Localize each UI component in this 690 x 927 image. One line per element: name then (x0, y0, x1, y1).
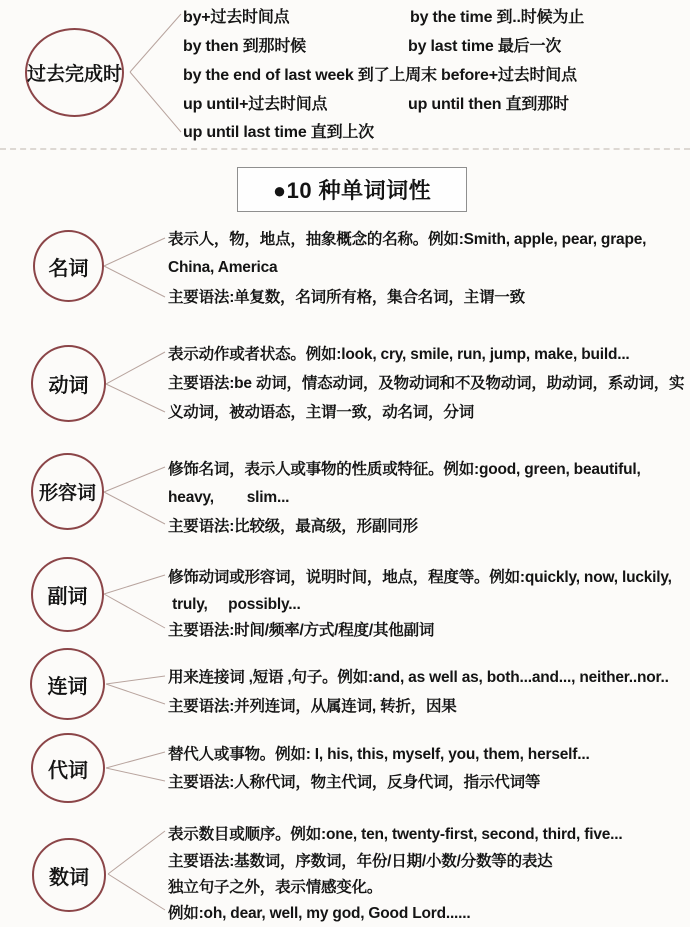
past-perfect-circle (25, 28, 124, 117)
verb-line1: 表示动作或者状态。例如:look, cry, smile, run, jump, make, build... (168, 346, 630, 363)
numeral-line4: 例如:oh, dear, well, my god, Good Lord...... (168, 905, 471, 922)
verb-label: 动词 (48, 375, 89, 397)
pronoun-line2: 主要语法:人称代词，物主代词，反身代词，指示代词等 (168, 774, 541, 791)
numeral-line2: 主要语法:基数词，序数词，年份/日期/小数/分数等的表达 (168, 853, 553, 870)
pp-row4-right: up until then 直到那时 (408, 96, 569, 113)
noun-line1: 表示人，物，地点，抽象概念的名称。例如:Smith, apple, pear, grape, (168, 231, 647, 248)
noun-label: 名词 (48, 257, 89, 280)
verb-line3: 义动词，被动语态，主谓一致，动名词，分词 (168, 404, 475, 421)
adjective-line3: 主要语法:比较级，最高级，形副同形 (168, 518, 418, 535)
adjective-line2: heavy, slim... (168, 489, 290, 506)
conjunction-circle (30, 648, 105, 720)
pp-row5: up until last time 直到上次 (183, 124, 374, 141)
numeral-line3: 独立句子之外，表示情感变化。 (168, 879, 383, 896)
adjective-line1: 修饰名词，表示人或事物的性质或特征。例如:good, green, beautiful, (168, 461, 641, 478)
conjunction-line1: 用来连接词 ,短语 ,句子。例如:and, as well as, both...and..., neither..nor.. (168, 669, 669, 686)
noun-line3: 主要语法:单复数，名词所有格，集合名词，主谓一致 (168, 289, 525, 306)
numeral-label: 数词 (49, 866, 89, 889)
verb-circle (31, 345, 106, 422)
conjunction-label: 连词 (47, 675, 88, 698)
pronoun-line1: 替代人或事物。例如: I, his, this, myself, you, them, herself... (168, 746, 590, 763)
pp-row1-left: by+过去时间点 (183, 9, 290, 26)
verb-line2: 主要语法:be 动词，情态动词，及物动词和不及物动词，助动词，系动词，实 (168, 375, 685, 392)
adverb-line1: 修饰动词或形容词，说明时间，地点，程度等。例如:quickly, now, luckily, (168, 569, 672, 586)
section-title-box (237, 167, 467, 212)
pp-row2-left: by then 到那时候 (183, 38, 306, 55)
adjective-circle (31, 453, 104, 530)
numeral-line1: 表示数目或顺序。例如:one, ten, twenty-first, second, third, five... (168, 826, 623, 843)
adverb-circle (31, 557, 104, 632)
past-perfect-label: 过去完成时 (27, 64, 123, 85)
pp-row2-right: by last time 最后一次 (408, 38, 562, 55)
conjunction-line2: 主要语法:并列连词，从属连词, 转折，因果 (168, 698, 457, 715)
adverb-line2: truly, possibly... (168, 596, 301, 613)
adjective-label: 形容词 (38, 483, 96, 504)
pp-row1-right: by the time 到..时候为止 (410, 9, 584, 26)
noun-circle (33, 230, 104, 302)
section-title: ●10 种单词词性 (272, 178, 432, 203)
numeral-circle (32, 838, 106, 912)
pp-row3: by the end of last week 到了上周末 before+过去时间点 (183, 67, 577, 84)
pp-row4-left: up until+过去时间点 (183, 96, 328, 113)
adverb-label: 副词 (47, 586, 88, 608)
pronoun-circle (31, 733, 105, 803)
adverb-line3: 主要语法:时间/频率/方式/程度/其他副词 (168, 622, 435, 639)
pronoun-label: 代词 (48, 759, 88, 782)
noun-line2: China, America (168, 259, 278, 276)
